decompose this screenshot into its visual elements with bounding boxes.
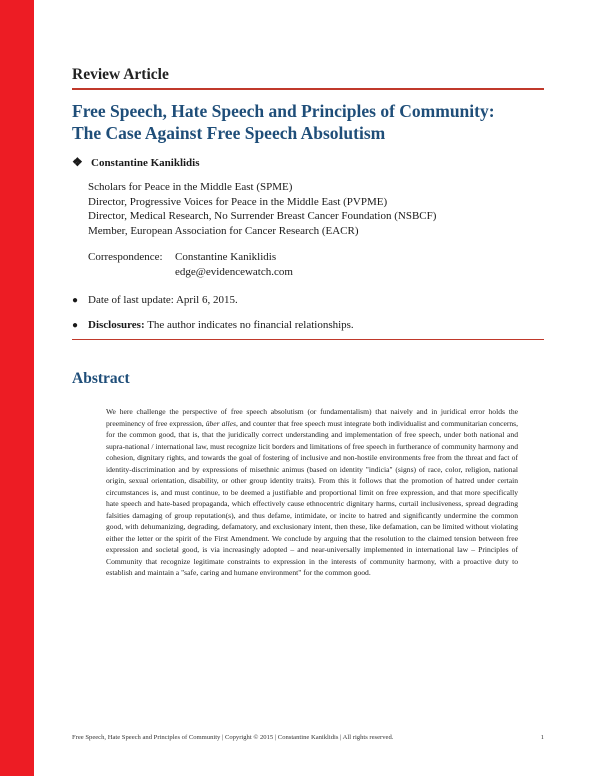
affiliation-1: Scholars for Peace in the Middle East (SPME)	[88, 181, 293, 193]
abstract-italic: über alles	[205, 418, 236, 428]
correspondence-details	[175, 250, 293, 279]
page-title	[72, 100, 544, 144]
correspondence-label: Correspondence:	[88, 251, 163, 263]
author-name: Constantine Kaniklidis	[91, 156, 200, 169]
abstract-heading: Abstract	[72, 370, 130, 387]
page	[72, 0, 544, 776]
correspondence	[88, 250, 293, 279]
abstract-text-2: , and counter that free speech must integrate both individualist and communitarian concerns, for the common good, that is, that the juridically correct understanding and implementation of free speech, under both national and supra-national / international law, must recognize licit borders and limitations of free speech in furtherance of community harmony and cohesion, dignitary rights, and towards the goal of fostering of inclusive and non-hostile environments free from the threat and fact of identity-discrimination and by expressions of misethnic animus (based on identity "indicia" (signs) of race, color, religion, national origin, sexual orientation, disability, or other group identity traits). From this it follows that the promotion of hatred under certain circumstances is, and must continue, to be deemed a justifiable and proportional limit on free expression, and that more specifically hate speech and hate-based propaganda, which effectively cause ethnocentric dignitary harms, curtail inclusiveness, spread degrading falsities damaging of group reputation(s), and thus defame, intimidate, or incite to hatred and significantly undermine the common good, with dehumanizing, degrading, defamatory, and exclusionary intent, then these, like defamation, can be limited without violating either the letter or the spirit of the First Amendment. We conclude by arguing that the resolution to the claimed tension between free expression and societal good, is via increasingly adopted – and near-universally implemented in international law – Principles of Community that recognize legitimate constraints to expression in the interests of community harmony, with a proactive duty to establish and maintain a "safe, caring and humane environment" for the common good.	[106, 418, 518, 577]
title-line-1: Free Speech, Hate Speech and Principles of Community:	[72, 101, 495, 121]
header-rule	[72, 88, 544, 90]
section-rule	[72, 339, 544, 340]
last-update-text: Date of last update: April 6, 2015.	[88, 294, 238, 306]
title-line-2: The Case Against Free Speech Absolutism	[72, 123, 386, 143]
author-row	[72, 155, 200, 170]
correspondence-email[interactable]: edge@evidencewatch.com	[175, 265, 293, 278]
footer-text: Free Speech, Hate Speech and Principles of Community | Copyright © 2015 | Constantine Kaniklidis | All rights reserved.	[72, 734, 394, 741]
red-side-bar	[0, 0, 34, 776]
article-type: Review Article	[72, 66, 169, 83]
bullet-disclosures	[72, 319, 354, 331]
page-footer	[72, 734, 544, 741]
abstract-text-1: We here challenge the perspective of free speech absolutism (or fundamentalism) that naively and in juridical error holds the preeminency of free expression,	[106, 407, 518, 428]
bullet-icon: ●	[72, 294, 79, 306]
affiliations	[88, 180, 436, 238]
affiliation-4: Member, European Association for Cancer Research (EACR)	[88, 224, 359, 237]
correspondence-name: Constantine Kaniklidis	[175, 251, 277, 263]
disclosures-label: Disclosures:	[88, 319, 145, 331]
affiliation-3: Director, Medical Research, No Surrender Breast Cancer Foundation (NSBCF)	[88, 210, 437, 222]
affiliation-2: Director, Progressive Voices for Peace in the Middle East (PVPME)	[88, 195, 388, 208]
bullet-icon: ●	[72, 319, 79, 331]
diamond-icon: ❖	[72, 155, 83, 169]
abstract-body	[106, 406, 518, 579]
page-number: 1	[540, 734, 544, 741]
disclosures-text: The author indicates no financial relationships.	[144, 319, 354, 331]
bullet-last-update	[72, 294, 238, 306]
